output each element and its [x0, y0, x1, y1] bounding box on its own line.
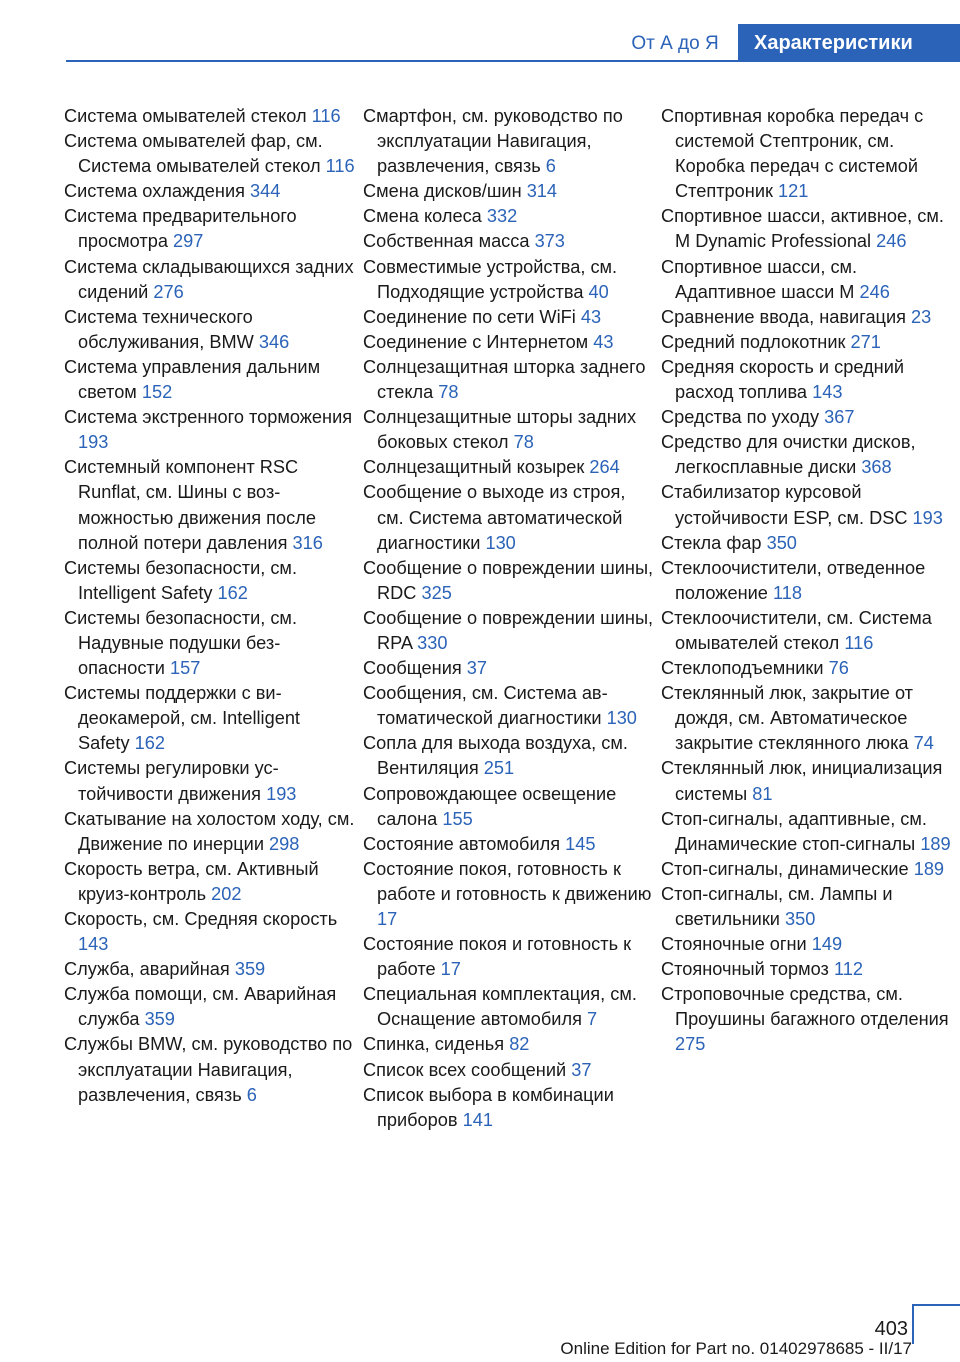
index-entry [661, 104, 957, 204]
index-entry [661, 405, 957, 430]
index-entry [363, 731, 655, 781]
index-entry-text: Список всех сообщений [363, 1059, 567, 1080]
index-entry [64, 179, 356, 204]
index-entry-text: Сообщение о повреждении шины, RPA [363, 607, 654, 653]
index-entry-text: Смена колеса [363, 206, 482, 227]
page-reference-link[interactable]: 359 [144, 1009, 175, 1030]
index-entry [64, 556, 356, 606]
index-entry-text: Спортивное шасси, активное, см. M Dynamic Professional [661, 206, 944, 252]
page-reference-link[interactable]: 350 [766, 532, 797, 553]
header-chapter-title: Характеристики [738, 24, 960, 62]
index-entry [363, 656, 655, 681]
index-entry [363, 305, 655, 330]
index-entry-text: Стеклянный люк, инициализация системы [661, 758, 943, 804]
index-entry-text: Скорость, см. Средняя скорость [64, 909, 338, 929]
index-entry-text: Скатывание на холостом ходу, см. Движение по инерции [64, 808, 355, 854]
page-reference-link[interactable]: 116 [844, 632, 874, 653]
index-entry-text: Стоп-сигналы, адаптивные, см. Динамические стоп-сигналы [661, 808, 927, 854]
page-reference-link[interactable]: 130 [606, 708, 637, 729]
index-entry [363, 330, 655, 355]
index-entry [363, 480, 655, 555]
page-reference-link[interactable]: 121 [778, 181, 809, 202]
index-entry [661, 932, 957, 957]
page-reference-link[interactable]: 189 [913, 858, 945, 879]
index-column-2 [363, 104, 655, 1133]
index-entry [363, 782, 655, 832]
page-reference-link[interactable]: 157 [169, 658, 201, 679]
index-entry-text: Сообщения, см. Система автоматической диагностики [363, 683, 608, 729]
page-reference-link[interactable]: 373 [534, 231, 565, 252]
index-entry [661, 606, 957, 656]
index-entry [64, 204, 356, 254]
page-reference-link[interactable]: 189 [920, 833, 951, 854]
page-reference-link[interactable]: 152 [141, 382, 173, 403]
page-reference-link[interactable]: 116 [325, 156, 355, 177]
page-reference-link[interactable]: 7 [586, 1009, 598, 1030]
header-section-title: От А до Я [631, 33, 719, 54]
page-reference-link[interactable]: 149 [811, 934, 843, 955]
index-entry-text: Стеклянный люк, закрытие от дождя, см. Автоматическое закрытие стеклянного люка [661, 683, 913, 754]
page-reference-link[interactable]: 37 [466, 658, 488, 679]
page-reference-link[interactable]: 271 [850, 331, 881, 352]
index-entry-text: Системы поддержки с видеокамерой, см. Intelligent Safety [64, 683, 300, 754]
index-entry-text: Системный компонент RSC Runflat, см. Шины с возможностью движения после полной потери давления [64, 457, 316, 553]
page-reference-link[interactable]: 359 [234, 959, 266, 980]
index-entry-text: Сравнение ввода, навигация [661, 306, 906, 327]
index-entry [363, 606, 655, 656]
footer-rule-vertical [912, 1304, 914, 1344]
page-reference-link[interactable]: 6 [246, 1084, 257, 1105]
page-reference-link[interactable]: 202 [211, 883, 242, 904]
index-entry-text: Системы безопасности, см. Надувные подушки безопасности [64, 607, 297, 679]
index-entry-text: Соединение с Интернетом [363, 331, 589, 352]
index-entry-text: Специальная комплектация, см. Оснащение автомобиля [363, 984, 637, 1030]
index-entry-text: Скорость ветра, см. Активный круиз-контроль [64, 858, 319, 904]
index-entry [363, 229, 655, 254]
page-reference-link[interactable]: 367 [824, 407, 855, 428]
page-reference-link[interactable]: 193 [266, 783, 297, 804]
page-reference-link[interactable]: 82 [509, 1034, 530, 1055]
page-reference-link[interactable]: 264 [589, 457, 620, 478]
page-reference-link[interactable]: 6 [545, 156, 556, 177]
index-entry [363, 932, 655, 982]
index-entry-text: Система складывающихся задних сидений [64, 256, 354, 302]
index-entry [363, 179, 655, 204]
page-reference-link[interactable]: 162 [134, 733, 165, 754]
index-entry-text: Стоп-сигналы, см. Лампы и светильники [661, 883, 893, 929]
index-entry [363, 857, 655, 932]
page-reference-link[interactable]: 162 [217, 582, 248, 603]
index-entry-text: Средняя скорость и средний расход топлива [661, 356, 905, 403]
page-reference-link[interactable]: 81 [752, 783, 773, 804]
index-entry-text: Система омывателей фар, см. Система омывателей стекол [64, 131, 323, 177]
index-entry [363, 982, 655, 1032]
index-entry-text: Смена дисков/шин [363, 181, 522, 202]
index-entry-text: Состояние автомобиля [363, 833, 561, 854]
page-reference-link[interactable]: 141 [462, 1109, 493, 1130]
page-reference-link[interactable]: 112 [833, 959, 863, 980]
page-reference-link[interactable]: 246 [859, 281, 890, 302]
index-entry-text: Системы безопасности, см. Intelligent Safety [64, 557, 297, 603]
index-entry-text: Службы BMW, см. руководство по эксплуатации Навигация, развлечения, связь [64, 1034, 353, 1105]
page-reference-link[interactable]: 37 [571, 1059, 592, 1080]
page-reference-link[interactable]: 43 [580, 306, 602, 327]
index-entry-text: Смартфон, см. руководство по эксплуатации Навигация, развлечения, связь [363, 106, 623, 177]
index-entry [64, 1032, 356, 1107]
index-entry [64, 455, 356, 555]
page-reference-link[interactable]: 275 [675, 1034, 706, 1055]
index-entry-text: Служба, аварийная [64, 959, 230, 980]
index-entry [661, 330, 957, 355]
page-reference-link[interactable]: 246 [876, 231, 907, 252]
page-reference-link[interactable]: 116 [311, 106, 341, 126]
index-entry [661, 982, 957, 1057]
index-entry [64, 857, 356, 907]
index-entry [64, 957, 356, 982]
index-entry-text: Система экстренного торможения [64, 407, 353, 428]
page-reference-link[interactable]: 193 [912, 507, 943, 528]
index-entry [661, 681, 957, 756]
index-entry [363, 556, 655, 606]
page-reference-link[interactable]: 78 [438, 382, 459, 403]
index-entry-text: Стекла фар [661, 532, 762, 553]
page-reference-link[interactable]: 17 [440, 959, 461, 980]
page-reference-link[interactable]: 330 [417, 632, 448, 653]
index-entry-text: Сообщение о повреждении шины, RDC [363, 557, 654, 603]
index-entry-text: Системы регулировки устойчивости движения [64, 758, 279, 804]
index-entry-text: Система предварительного просмотра [64, 206, 297, 252]
index-entry [661, 807, 957, 857]
page-reference-link[interactable]: 346 [258, 331, 290, 352]
page-reference-link[interactable]: 297 [173, 231, 204, 252]
footer-rule [912, 1304, 960, 1306]
page-reference-link[interactable]: 193 [78, 432, 109, 453]
index-column-3 [661, 104, 957, 1058]
index-entry-text: Система омывателей стекол [64, 106, 307, 126]
page-reference-link[interactable]: 143 [812, 382, 843, 403]
page-reference-link[interactable]: 143 [78, 934, 109, 955]
edition-footer: Online Edition for Part no. 01402978685 - II/17 [560, 1339, 912, 1358]
index-entry [64, 807, 356, 857]
index-entry [363, 405, 655, 455]
index-entry [661, 430, 957, 480]
index-entry [363, 681, 655, 731]
index-entry-text: Солнцезащитный козырек [363, 457, 585, 478]
index-entry-text: Соединение по сети WiFi [363, 306, 576, 327]
index-entry [363, 832, 655, 857]
index-entry [363, 104, 655, 179]
index-entry [64, 681, 356, 756]
index-entry [64, 405, 356, 455]
index-entry [363, 1032, 655, 1057]
page-reference-link[interactable]: 332 [486, 206, 518, 227]
index-entry-text: Сопровождающее освещение салона [363, 783, 617, 829]
index-entry-text: Стеклоочистители, см. Система омывателей стекол [661, 607, 932, 653]
index-entry-text: Система управления дальним светом [64, 356, 321, 403]
page-reference-link[interactable]: 325 [421, 582, 452, 603]
index-entry [661, 204, 957, 254]
page-reference-link[interactable]: 43 [593, 331, 614, 352]
index-entry [363, 204, 655, 229]
page-reference-link[interactable]: 350 [785, 909, 816, 929]
index-entry [363, 1083, 655, 1133]
index-entry [363, 355, 655, 405]
index-entry [661, 656, 957, 681]
index-entry-text: Служба помощи, см. Аварийная служба [64, 984, 337, 1030]
index-entry-text: Средства по уходу [661, 407, 820, 428]
page-reference-link[interactable]: 298 [269, 833, 300, 854]
index-entry [363, 455, 655, 480]
index-entry-text: Сопла для выхода воздуха, см. Вентиляция [363, 733, 628, 779]
index-entry [661, 556, 957, 606]
page-reference-link[interactable]: 118 [772, 582, 802, 603]
index-entry [64, 104, 356, 129]
index-entry-text: Система охлаждения [64, 181, 245, 202]
index-entry [64, 255, 356, 305]
index-entry-text: Средний подлокотник [661, 331, 846, 352]
index-entry [363, 255, 655, 305]
index-entry [661, 355, 957, 405]
page-reference-link[interactable]: 276 [153, 281, 184, 302]
index-entry-text: Собственная масса [363, 231, 530, 252]
page-reference-link[interactable]: 23 [911, 306, 932, 327]
index-entry-text: Список выбора в комбинации приборов [363, 1084, 614, 1130]
page-reference-link[interactable]: 368 [861, 457, 892, 478]
page-reference-link[interactable]: 130 [485, 532, 516, 553]
index-entry-text: Стеклоподъемники [661, 658, 824, 679]
index-entry-text: Система технического обслуживания, BMW [64, 306, 254, 352]
page-number: 403 [874, 1318, 908, 1340]
index-entry-text: Стояночный тормоз [661, 959, 829, 980]
page-reference-link[interactable]: 251 [483, 758, 515, 779]
page-reference-link[interactable]: 78 [513, 432, 534, 453]
index-entry [64, 756, 356, 806]
index-entry [661, 305, 957, 330]
index-entry [661, 531, 957, 556]
index-entry-text: Спортивная коробка передач с системой Стептроник, см. Коробка передач с системой Стептроник [661, 106, 924, 202]
index-entry [661, 882, 957, 932]
index-entry-text: Сообщения [363, 658, 462, 679]
page-reference-link[interactable]: 344 [250, 181, 281, 202]
page-reference-link[interactable]: 314 [526, 181, 558, 202]
index-entry [64, 606, 356, 681]
index-entry-text: Солнцезащитные шторы задних боковых стекол [363, 407, 637, 453]
index-column-1 [64, 104, 356, 1108]
index-entry [661, 857, 957, 882]
index-entry-text: Стоп-сигналы, динамические [661, 858, 909, 879]
page-reference-link[interactable]: 145 [565, 833, 596, 854]
index-entry-text: Стояночные огни [661, 934, 807, 955]
index-entry [363, 1058, 655, 1083]
index-entry [661, 756, 957, 806]
index-entry [64, 355, 356, 405]
index-entry [661, 957, 957, 982]
index-entry-text: Спинка, сиденья [363, 1034, 505, 1055]
page-reference-link[interactable]: 155 [442, 808, 473, 829]
index-entry-text: Совместимые устройства, см. Подходящие устройства [363, 256, 618, 302]
index-entry-text: Стабилизатор курсовой устойчивости ESP, см. DSC [661, 482, 908, 528]
index-entry-text: Спортивное шасси, см. Адаптивное шасси M [661, 256, 858, 302]
index-entry-text: Солнцезащитная шторка заднего стекла [363, 356, 646, 403]
index-entry-text: Состояние покоя, готовность к работе и готовность к движению [363, 858, 652, 904]
index-entry-text: Строповочные средства, см. Проушины багажного отделения [661, 984, 949, 1030]
index-entry [661, 480, 957, 530]
index-entry [64, 129, 356, 179]
page-reference-link[interactable]: 17 [377, 909, 398, 929]
index-entry [64, 982, 356, 1032]
page-reference-link[interactable]: 74 [913, 733, 934, 754]
page-reference-link[interactable]: 316 [292, 532, 323, 553]
page-reference-link[interactable]: 76 [828, 658, 849, 679]
index-entry-text: Сообщение о выходе из строя, см. Система автоматической диагностики [363, 482, 626, 553]
index-entry [64, 907, 356, 957]
page-reference-link[interactable]: 40 [588, 281, 609, 302]
index-entry-text: Средство для очистки дисков, легкосплавные диски [661, 432, 916, 478]
index-entry-text: Стеклоочистители, отведенное положение [661, 557, 926, 603]
index-entry-text: Состояние покоя и готовность к работе [363, 934, 632, 980]
index-entry [64, 305, 356, 355]
index-entry [661, 255, 957, 305]
